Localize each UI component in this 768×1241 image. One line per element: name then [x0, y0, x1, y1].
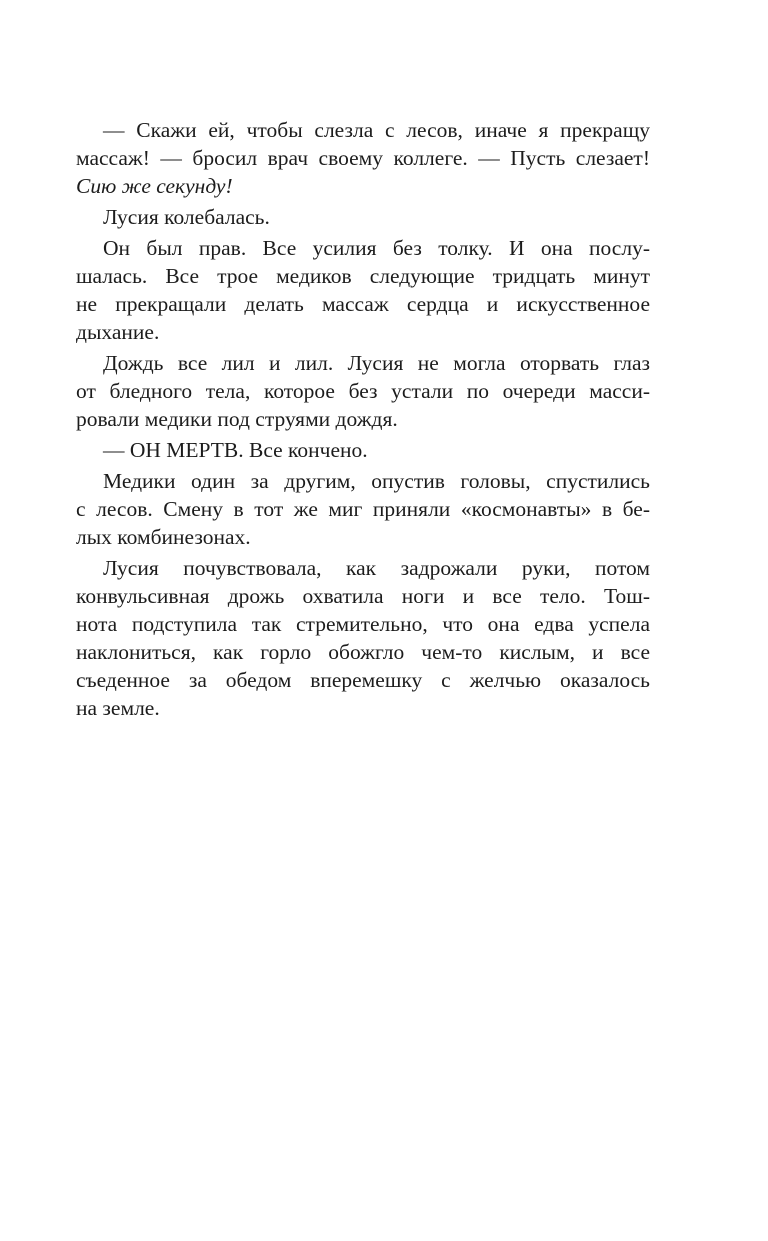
text-line: Дождь все лил и лил. Лусия не могла оторвать глаз	[103, 351, 650, 375]
paragraph-5	[76, 436, 650, 464]
text-line: не прекращали делать массаж сердца и искусственное	[76, 292, 650, 316]
text-line: от бледного тела, которое без устали по очереди масси-	[76, 379, 650, 403]
text-line: — Скажи ей, чтобы слезла с лесов, иначе я прекращу	[103, 118, 650, 142]
text-line: нота подступила так стремительно, что она едва успела	[76, 612, 650, 636]
text-line: дыхание.	[76, 320, 160, 344]
text-line: шалась. Все трое медиков следующие тридцать минут	[76, 264, 650, 288]
text-line: Лусия колебалась.	[103, 205, 270, 229]
paragraph-6	[76, 467, 650, 551]
text-line: Медики один за другим, опустив головы, спустились	[103, 469, 650, 493]
text-line: лых комбинезонах.	[76, 525, 251, 549]
text-line: массаж! — бросил врач своему коллеге. — Пусть слезает!	[76, 146, 650, 170]
text-line: Лусия почувствовала, как задрожали руки, потом	[103, 556, 650, 580]
text-line: — ОН МЕРТВ. Все кончено.	[103, 438, 368, 462]
text-line: наклониться, как горло обожгло чем-то кислым, и все	[76, 640, 650, 664]
paragraph-3	[76, 234, 650, 346]
paragraph-7	[76, 554, 650, 722]
text-line: Он был прав. Все усилия без толку. И она послу-	[103, 236, 650, 260]
paragraph-2	[76, 203, 650, 231]
text-line: конвульсивная дрожь охватила ноги и все тело. Тош-	[76, 584, 650, 608]
text-line	[76, 172, 650, 200]
paragraph-4	[76, 349, 650, 433]
paragraph-1	[76, 116, 650, 200]
book-page-text	[76, 116, 650, 722]
text-line: ровали медики под струями дождя.	[76, 407, 398, 431]
text-line: на земле.	[76, 696, 160, 720]
italic-text: Сию же секунду!	[76, 174, 233, 198]
text-line: съеденное за обедом вперемешку с желчью оказалось	[76, 668, 650, 692]
text-line: с лесов. Смену в тот же миг приняли «космонавты» в бе-	[76, 497, 650, 521]
